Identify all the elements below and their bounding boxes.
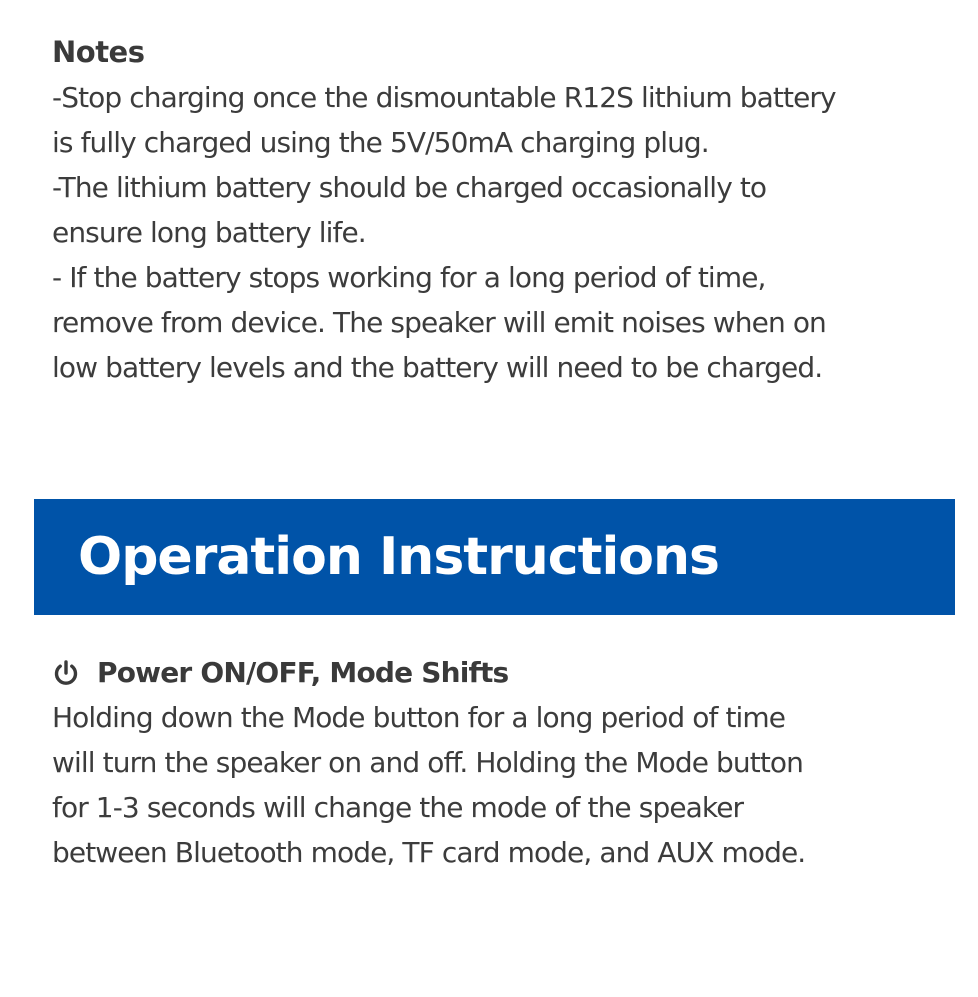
- notes-title: Notes: [52, 35, 145, 69]
- notes-line: -Stop charging once the dismountable R12S lithium battery: [52, 81, 836, 114]
- operation-heading-text: Power ON/OFF, Mode Shifts: [97, 656, 509, 689]
- notes-section: [52, 30, 962, 390]
- notes-line: remove from device. The speaker will emit noises when on: [52, 306, 826, 339]
- power-icon: [52, 659, 80, 687]
- operation-line: for 1-3 seconds will change the mode of the speaker: [52, 791, 744, 824]
- banner-title: Operation Instructions: [78, 527, 719, 587]
- operation-line: Holding down the Mode button for a long period of time: [52, 701, 786, 734]
- notes-line: - If the battery stops working for a long period of time,: [52, 261, 766, 294]
- operation-line: between Bluetooth mode, TF card mode, and AUX mode.: [52, 836, 806, 869]
- operation-heading: [52, 650, 962, 695]
- notes-line: ensure long battery life.: [52, 216, 366, 249]
- notes-line: low battery levels and the battery will need to be charged.: [52, 351, 823, 384]
- operation-line: will turn the speaker on and off. Holding the Mode button: [52, 746, 803, 779]
- notes-line: is fully charged using the 5V/50mA charging plug.: [52, 126, 709, 159]
- operation-section: [52, 650, 962, 875]
- notes-line: -The lithium battery should be charged occasionally to: [52, 171, 767, 204]
- section-banner: [34, 499, 955, 615]
